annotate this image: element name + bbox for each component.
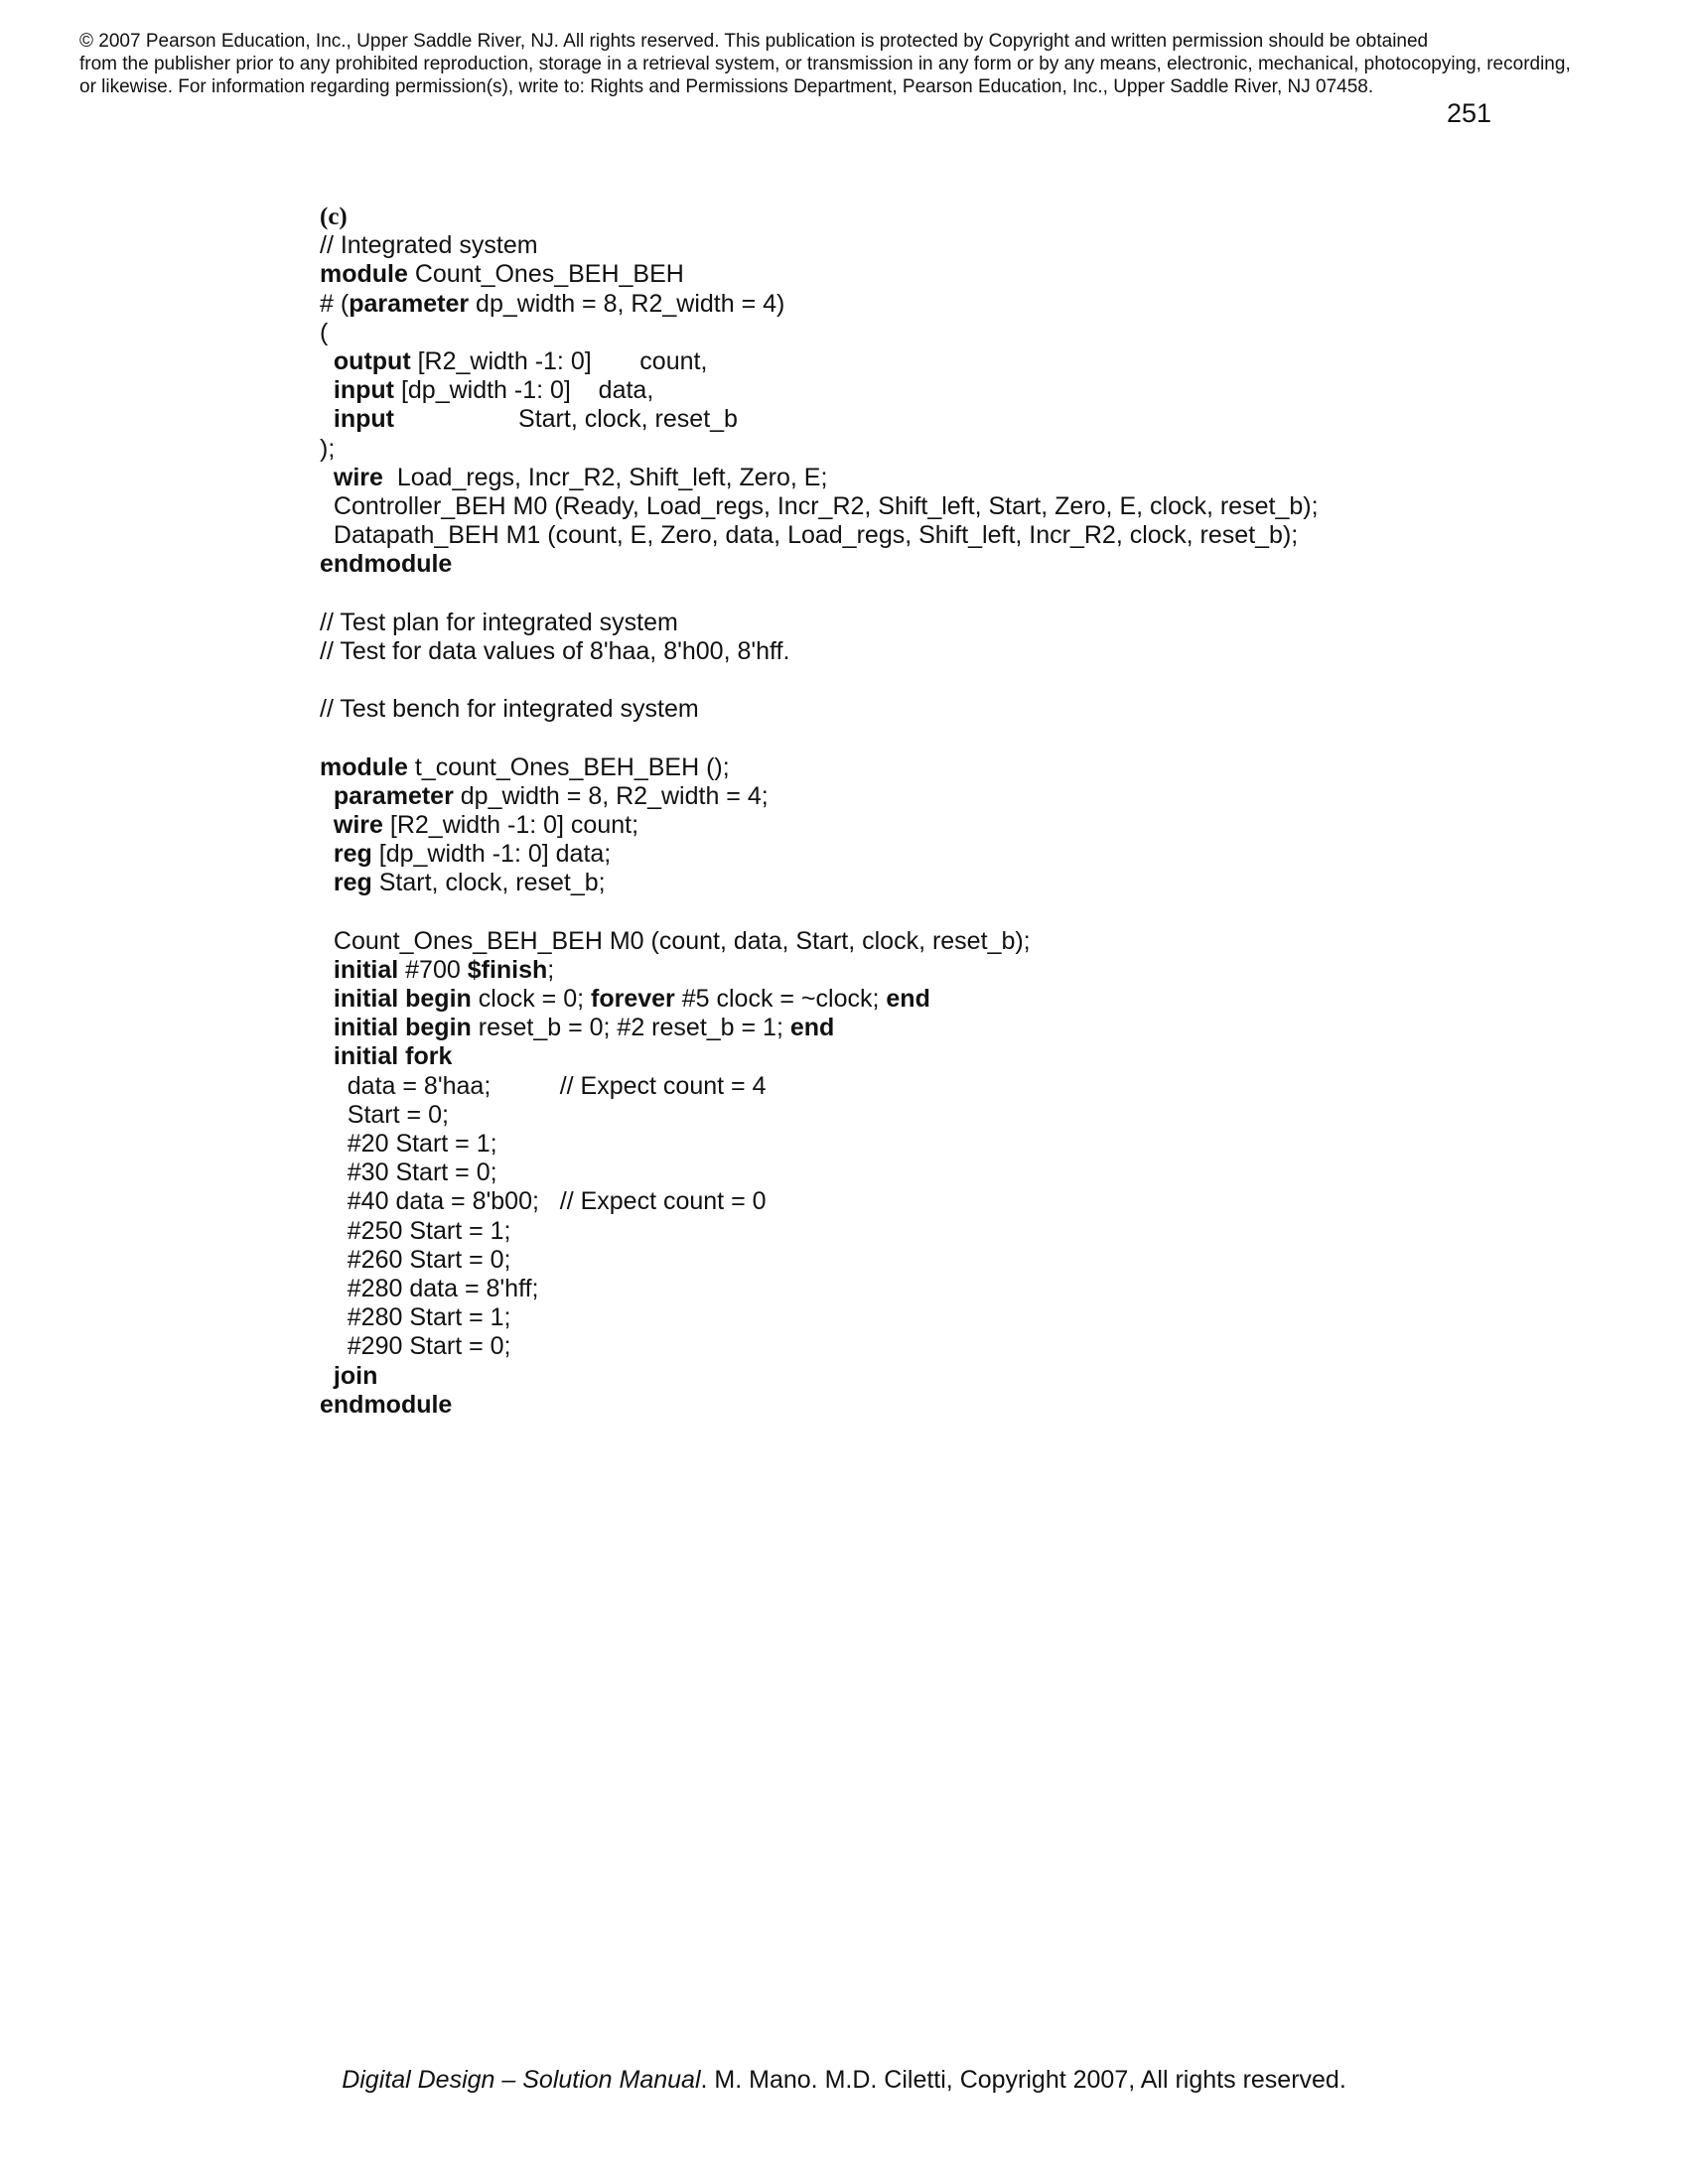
code-line [320,869,1319,897]
code-keyword: initial begin [333,1014,472,1042]
code-line [320,260,1319,289]
code-line [320,753,1319,782]
code-line [320,1159,1319,1187]
code-keyword: initial fork [333,1042,453,1071]
code-line [320,1303,1319,1332]
footer-book-title: Digital Design – Solution Manual [342,2066,701,2094]
code-text [320,869,334,896]
code-text: Start = 0; [320,1100,449,1129]
code-text [320,811,334,839]
code-text: dp_width = 8, R2_width = 4) [469,289,785,318]
code-line [320,290,1319,319]
code-text [320,1014,334,1041]
code-line [320,231,1319,260]
code-text: t_count_Ones_BEH_BEH (); [407,752,730,781]
code-line [320,550,1319,579]
code-line [320,927,1319,956]
page-number: 251 [1447,98,1492,128]
code-text: #260 Start = 0; [320,1245,511,1274]
code-keyword: wire [333,810,383,839]
code-line [320,1362,1319,1391]
code-keyword: forever [591,985,675,1014]
code-text: # ( [320,289,350,318]
code-text: ); [320,434,336,463]
verilog-code-listing [320,203,1319,1420]
code-text [320,1042,334,1070]
code-text: [dp_width -1: 0] data; [371,840,612,869]
code-line [320,1217,1319,1246]
code-text: #280 Start = 1; [320,1303,511,1332]
code-text: #280 data = 8'hff; [320,1274,539,1302]
code-text: reset_b = 0; #2 reset_b = 1; [471,1014,790,1042]
code-line [320,1014,1319,1042]
copyright-line-1: © 2007 Pearson Education, Inc., Upper Saddle River, NJ. All rights reserved. This publication is protected by Copyright and written permission should be obtained [79,31,1429,52]
code-keyword: initial begin [333,985,472,1014]
footer-credits: . M. Mano. M.D. Ciletti, Copyright 2007, All rights reserved. [700,2066,1346,2094]
code-keyword: input [333,405,394,434]
code-keyword: initial [333,955,399,984]
code-text: Load_regs, Incr_R2, Shift_left, Zero, E; [382,463,828,491]
code-text: #20 Start = 1; [320,1130,497,1158]
code-keyword: endmodule [320,1390,453,1419]
code-line [320,521,1319,550]
code-keyword: end [886,985,930,1014]
code-text: // Test bench for integrated system [320,695,699,724]
code-keyword: wire [333,463,383,491]
code-line [320,840,1319,869]
code-text [320,1362,334,1390]
code-keyword: module [320,260,408,289]
code-line [320,1187,1319,1216]
code-text: Controller_BEH M0 (Ready, Load_regs, Incr_R2, Shift_left, Start, Zero, E, clock, reset_b); [320,491,1319,520]
code-line [320,898,1319,927]
code-text: #40 data = 8'b00; // Expect count = 0 [320,1187,767,1216]
code-keyword: module [320,752,408,781]
code-line [320,1246,1319,1275]
code-text: clock = 0; [471,985,592,1014]
copyright-notice [79,30,1648,98]
code-line [320,319,1319,347]
code-text: data = 8'haa; // Expect count = 4 [320,1071,767,1100]
code-text [320,782,334,810]
code-text: Start, clock, reset_b [394,405,738,434]
code-line [320,405,1319,434]
code-text: [R2_width -1: 0] count; [382,810,639,839]
page-footer [0,2065,1688,2095]
code-text [320,985,334,1013]
code-keyword: parameter [349,289,470,318]
code-line [320,985,1319,1014]
code-text [320,840,334,868]
code-text: Datapath_BEH M1 (count, E, Zero, data, Load_regs, Shift_left, Incr_R2, clock, reset_b); [320,521,1299,550]
code-line [320,782,1319,811]
code-line [320,347,1319,376]
code-line [320,1332,1319,1361]
code-line [320,1042,1319,1071]
code-text [320,405,334,433]
code-keyword: (c) [320,204,348,230]
code-text: ; [547,955,555,984]
code-keyword: join [333,1361,378,1390]
code-text: #250 Start = 1; [320,1216,511,1245]
copyright-line-3: or likewise. For information regarding permission(s), write to: Rights and Permissions Department, Pearson Education, Inc., Upper Saddle River, NJ 07458. [79,76,1374,97]
code-keyword: input [333,376,394,405]
code-line [320,1275,1319,1303]
code-line [320,1072,1319,1101]
code-line [320,376,1319,405]
code-text [320,464,334,491]
code-line [320,1391,1319,1420]
code-line [320,492,1319,521]
code-line [320,666,1319,695]
code-text: dp_width = 8, R2_width = 4; [453,781,769,810]
code-keyword: reg [333,840,372,869]
code-text [320,347,334,375]
code-line [320,1101,1319,1130]
code-keyword: parameter [333,781,454,810]
code-text: // Integrated system [320,231,538,260]
code-text: // Test plan for integrated system [320,608,678,636]
code-text: #700 [398,955,468,984]
code-line [320,609,1319,637]
code-line [320,724,1319,752]
code-text: [dp_width -1: 0] data, [394,376,654,405]
code-line [320,435,1319,464]
code-line [320,695,1319,724]
code-keyword: reg [333,869,372,897]
code-text: Start, clock, reset_b; [371,869,606,897]
code-text: // Test for data values of 8'haa, 8'h00, 8'hff. [320,636,790,665]
code-keyword: endmodule [320,550,453,579]
code-text: Count_Ones_BEH_BEH M0 (count, data, Start, clock, reset_b); [320,926,1031,955]
code-line [320,956,1319,985]
code-line [320,203,1319,231]
code-text: #290 Start = 0; [320,1332,511,1361]
code-keyword: $finish [467,955,548,984]
code-text: Count_Ones_BEH_BEH [407,260,684,289]
code-text [320,376,334,404]
code-text: #5 clock = ~clock; [674,985,887,1014]
code-keyword: output [333,346,411,375]
code-keyword: end [789,1014,835,1042]
code-line [320,1130,1319,1159]
code-line [320,464,1319,492]
code-line [320,637,1319,666]
code-text [320,956,334,984]
copyright-line-2: from the publisher prior to any prohibited reproduction, storage in a retrieval system, or transmission in any form or by any means, electronic, mechanical, photocopying, recording, [79,54,1571,74]
code-line [320,811,1319,840]
code-text: #30 Start = 0; [320,1159,497,1187]
code-text: ( [320,318,329,346]
code-text: [R2_width -1: 0] count, [410,346,708,375]
code-line [320,579,1319,608]
